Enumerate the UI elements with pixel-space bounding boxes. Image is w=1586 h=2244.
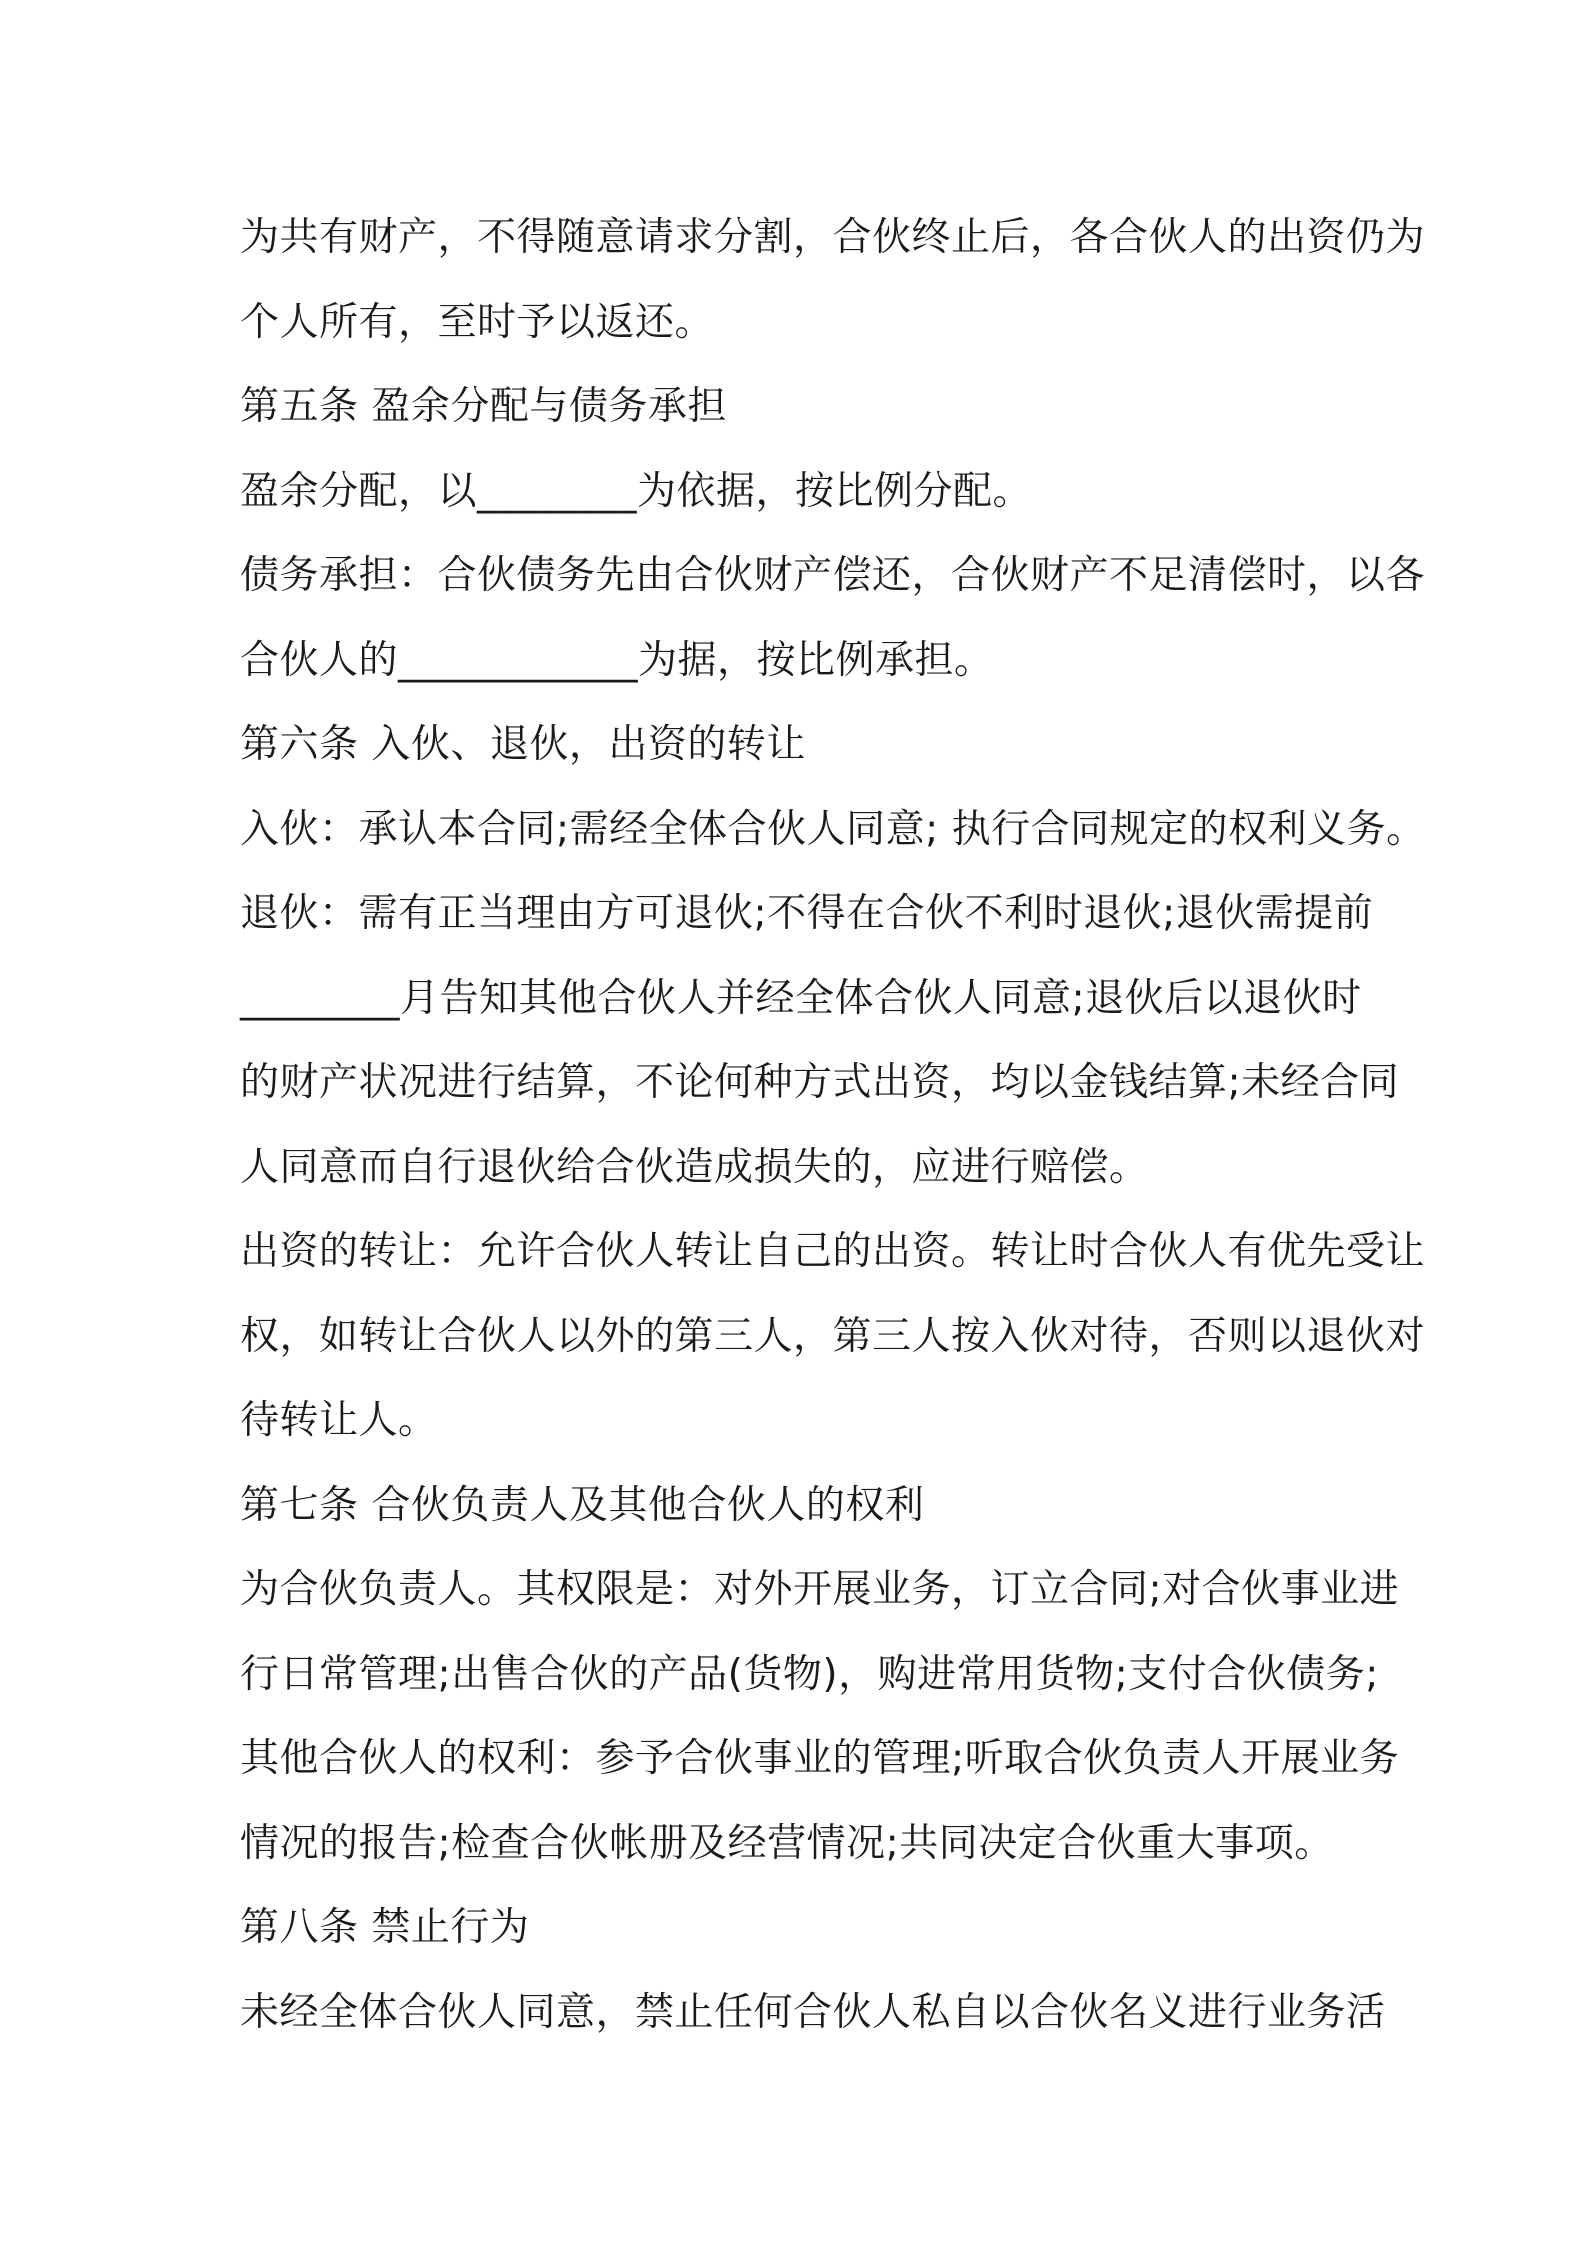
text-line: 为共有财产，不得随意请求分割，合伙终止后，各合伙人的出资仍为	[240, 215, 1426, 260]
text-line: 盈余分配，以________为依据，按比例分配。	[240, 468, 1033, 514]
text-line: 人同意而自行退伙给合伙造成损失的，应进行赔偿。	[240, 1144, 1149, 1190]
text-line: 合伙人的____________为据，按比例承担。	[240, 637, 994, 683]
text-line: 债务承担：合伙债务先由合伙财产偿还，合伙财产不足清偿时，以各	[240, 553, 1426, 598]
section-heading-article-7: 第七条 合伙负责人及其他合伙人的权利	[240, 1482, 925, 1528]
text-line: 出资的转让：允许合伙人转让自己的出资。转让时合伙人有优先受让	[240, 1229, 1426, 1274]
text-line: ________月告知其他合伙人并经全体合伙人同意;退伙后以退伙时	[240, 975, 1362, 1021]
text-line: 入伙：承认本合同;需经全体合伙人同意; 执行合同规定的权利义务。	[240, 806, 1426, 852]
text-line: 未经全体合伙人同意，禁止任何合伙人私自以合伙名义进行业务活	[240, 1989, 1386, 2035]
text-line: 的财产状况进行结算，不论何种方式出资，均以金钱结算;未经合同	[240, 1060, 1400, 1105]
document-page	[240, 196, 1426, 2055]
section-heading-article-6: 第六条 入伙、退伙，出资的转让	[240, 722, 806, 767]
text-line: 为合伙负责人。其权限是：对外开展业务，订立合同;对合伙事业进	[240, 1567, 1400, 1612]
text-line: 待转让人。	[240, 1398, 438, 1443]
text-line: 情况的报告;检查合伙帐册及经营情况;共同决定合伙重大事项。	[240, 1820, 1334, 1866]
section-heading-article-5: 第五条 盈余分配与债务承担	[240, 384, 727, 429]
text-line: 权，如转让合伙人以外的第三人，第三人按入伙对待，否则以退伙对	[240, 1313, 1426, 1359]
text-line: 行日常管理;出售合伙的产品(货物)，购进常用货物;支付合伙债务;	[240, 1651, 1379, 1697]
text-line: 退伙：需有正当理由方可退伙;不得在合伙不利时退伙;退伙需提前	[240, 891, 1374, 936]
text-line: 个人所有，至时予以返还。	[240, 299, 715, 345]
text-line: 其他合伙人的权利：参予合伙事业的管理;听取合伙负责人开展业务	[240, 1736, 1400, 1781]
section-heading-article-8: 第八条 禁止行为	[240, 1905, 530, 1950]
